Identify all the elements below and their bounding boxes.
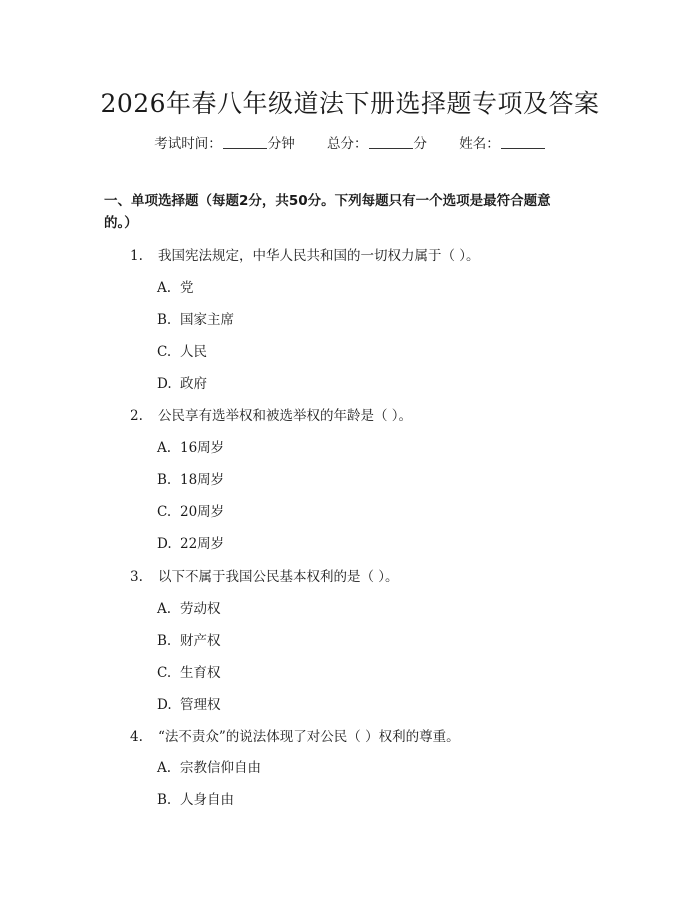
option-letter: D.: [157, 697, 172, 713]
option-letter: A.: [157, 440, 172, 456]
question-4-option-a: [157, 756, 261, 776]
question-2-option-b: [157, 468, 224, 488]
option-text: 宗教信仰自由: [180, 760, 261, 776]
total-score-label: 总分：: [327, 136, 368, 152]
question-3-option-a: [157, 597, 221, 617]
option-letter: B.: [157, 312, 172, 328]
question-3-option-b: [157, 629, 221, 649]
option-text: 管理权: [180, 697, 221, 713]
option-letter: C.: [157, 665, 172, 681]
option-text: 18周岁: [180, 472, 225, 488]
option-text: 人身自由: [180, 792, 234, 808]
question-2-option-a: [157, 436, 224, 456]
question-4: [130, 725, 460, 745]
question-text: “法不责众”的说法体现了对公民（ ）权利的尊重。: [158, 729, 460, 745]
option-letter: A.: [157, 280, 172, 296]
question-2: [130, 404, 412, 424]
option-letter: C.: [157, 344, 172, 360]
option-text: 劳动权: [180, 601, 221, 617]
section-heading: 一、单项选择题（每题2分，共50分。下列每题只有一个选项是最符合题意的。）: [104, 193, 551, 231]
student-name-label: 姓名：: [459, 136, 500, 152]
option-text: 国家主席: [180, 312, 234, 328]
question-1-option-c: [157, 340, 207, 360]
question-number: 1.: [130, 248, 143, 264]
option-text: 财产权: [180, 633, 221, 649]
option-text: 20周岁: [180, 504, 225, 520]
option-text: 16周岁: [180, 440, 225, 456]
option-text: 党: [180, 280, 194, 296]
question-text: 以下不属于我国公民基本权利的是（ ）。: [158, 569, 399, 585]
question-number: 4.: [130, 729, 143, 745]
option-letter: A.: [157, 601, 172, 617]
question-1-option-a: [157, 276, 194, 296]
option-text: 生育权: [180, 665, 221, 681]
question-text: 公民享有选举权和被选举权的年龄是（ ）。: [158, 408, 413, 424]
question-2-option-c: [157, 500, 224, 520]
option-text: 政府: [180, 376, 207, 392]
question-number: 3.: [130, 569, 143, 585]
option-text: 人民: [180, 344, 207, 360]
question-4-option-b: [157, 788, 234, 808]
question-text: 我国宪法规定，中华人民共和国的一切权力属于（ ）。: [158, 248, 480, 264]
option-letter: B.: [157, 792, 172, 808]
option-letter: D.: [157, 376, 172, 392]
total-score-blank: [369, 136, 413, 149]
question-3-option-d: [157, 693, 221, 713]
question-2-option-d: [157, 532, 224, 552]
exam-time-unit: 分钟: [267, 136, 295, 152]
exam-info-line: [0, 132, 700, 152]
question-1-option-b: [157, 308, 234, 328]
option-letter: D.: [157, 536, 172, 552]
question-number: 2.: [130, 408, 143, 424]
student-name-field: [459, 136, 546, 152]
exam-time-blank: [223, 136, 267, 149]
page-title: 2026年春八年级道法下册选择题专项及答案: [100, 89, 600, 118]
option-letter: B.: [157, 633, 172, 649]
question-3: [130, 565, 399, 585]
option-letter: A.: [157, 760, 172, 776]
option-letter: B.: [157, 472, 172, 488]
option-letter: C.: [157, 504, 172, 520]
exam-time-field: [154, 136, 295, 152]
question-1: [130, 244, 480, 264]
question-1-option-d: [157, 372, 207, 392]
total-score-unit: 分: [413, 136, 427, 152]
option-text: 22周岁: [180, 536, 225, 552]
question-3-option-c: [157, 661, 221, 681]
exam-time-label: 考试时间：: [154, 136, 222, 152]
student-name-blank: [501, 136, 545, 149]
total-score-field: [327, 136, 427, 152]
